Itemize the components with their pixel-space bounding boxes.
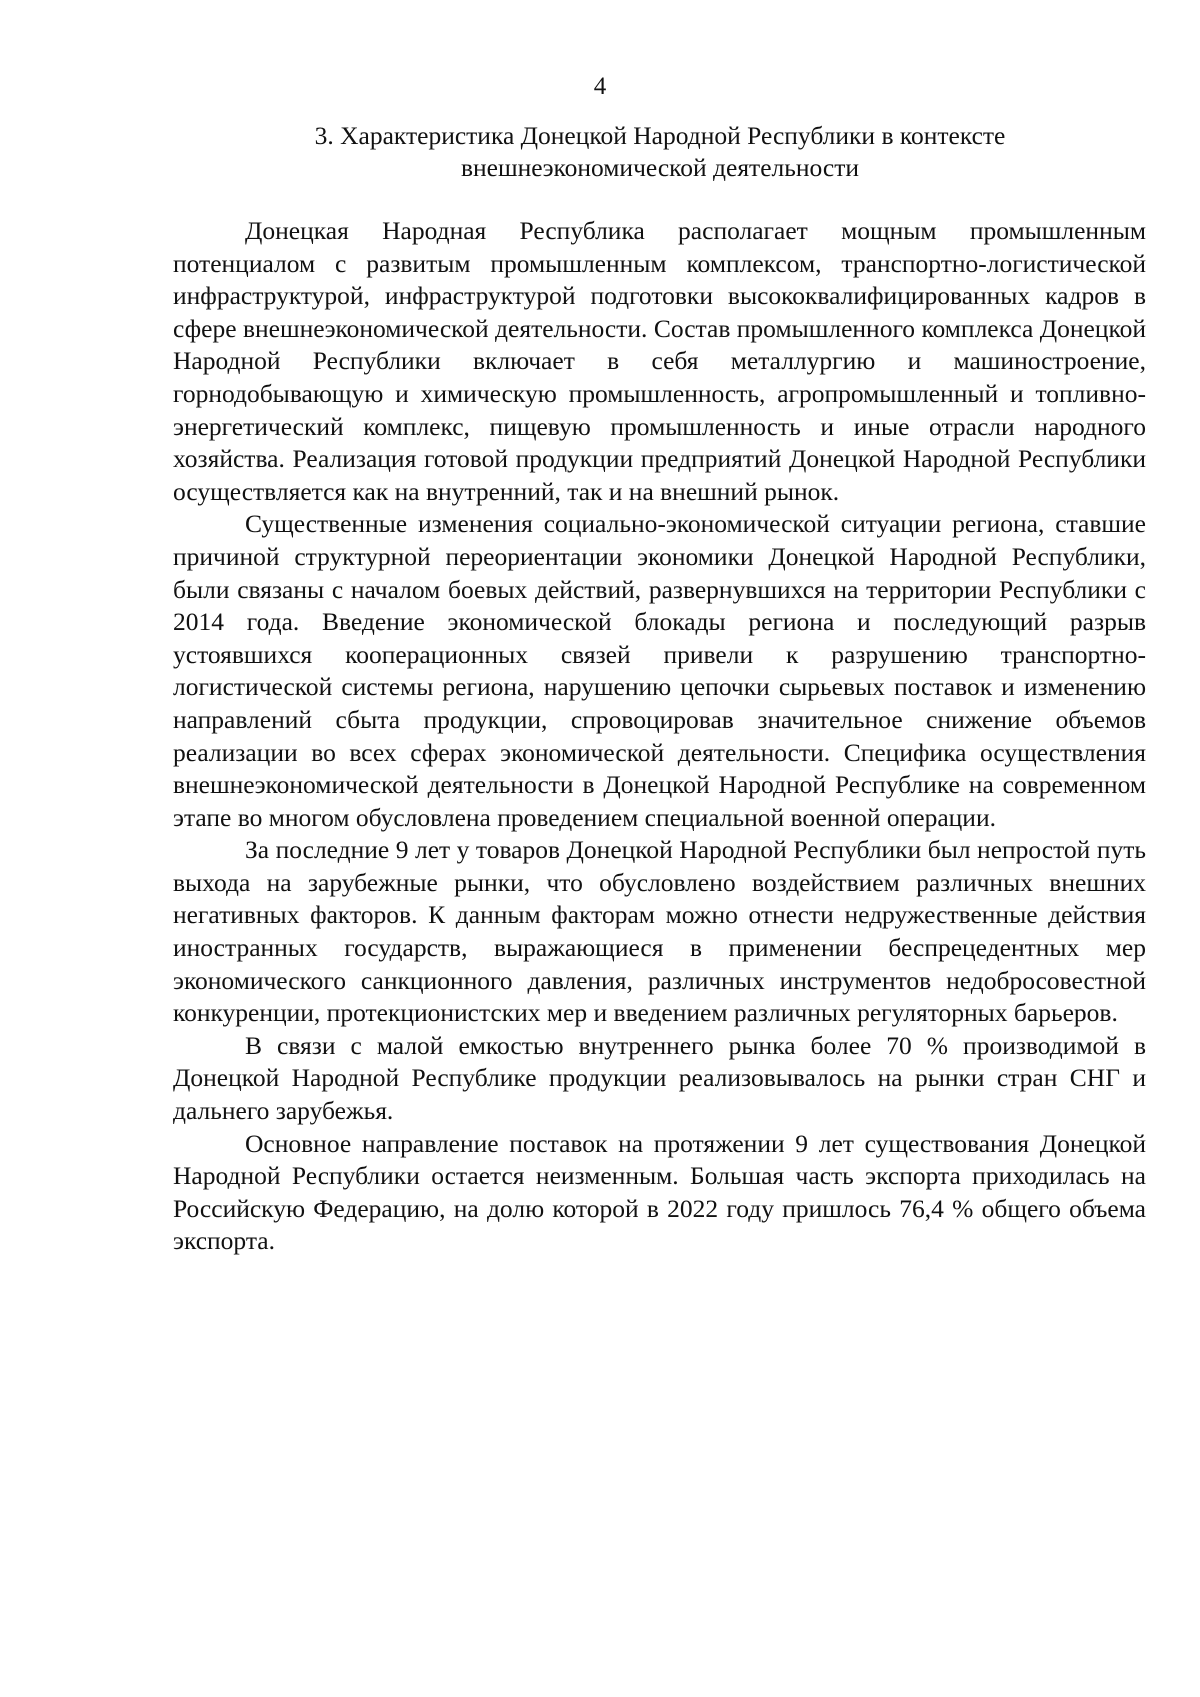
- page-number: 4: [593, 73, 607, 100]
- section-title: [230, 120, 1090, 184]
- document-body: [173, 215, 1146, 1258]
- paragraph-foreign-markets: За последние 9 лет у товаров Донецкой Народной Республики был непростой путь выхода на зарубежные рынки, что обусловлено воздействием различных внешних негативных факторов. К данным факторам можно отнести недружественные действия иностранных государств, выражающиеся в применении беспрецедентных мер экономического санкционного давления, различных инструментов недобросовестной конкуренции, протекционистских мер и введением различных регуляторных барьеров.: [173, 835, 1146, 1028]
- paragraph-domestic-market: В связи с малой емкостью внутреннего рынка более 70 % производимой в Донецкой Народной Республике продукции реализовывалось на рынки стран СНГ и дальнего зарубежья.: [173, 1030, 1146, 1126]
- paragraph-export-direction: Основное направление поставок на протяжении 9 лет существования Донецкой Народной Республики остается неизменным. Большая часть экспорта приходилась на Российскую Федерацию, на долю которой в 2022 году пришлось 76,4 % общего объема экспорта.: [173, 1128, 1146, 1256]
- section-title-line-1: 3. Характеристика Донецкой Народной Республики в контексте: [314, 121, 1006, 150]
- section-title-line-2: внешнеэкономической деятельности: [460, 153, 860, 182]
- paragraph-economic-changes: Существенные изменения социально-экономической ситуации региона, ставшие причиной структурной переориентации экономики Донецкой Народной Республики, были связаны с началом боевых действий, развернувшихся на территории Республики с 2014 года. Введение экономической блокады региона и последующий разрыв устоявшихся кооперационных связей привели к разрушению транспортно-логистической системы региона, нарушению цепочки сырьевых поставок и изменению направлений сбыта продукции, спровоцировав значительное снижение объемов реализации во всех сферах экономической деятельности. Специфика осуществления внешнеэкономической деятельности в Донецкой Народной Республике на современном этапе во многом обусловлена проведением специальной военной операции.: [173, 509, 1146, 832]
- paragraph-industrial-potential: Донецкая Народная Республика располагает мощным промышленным потенциалом с развитым промышленным комплексом, транспортно-логистической инфраструктурой, инфраструктурой подготовки высококвалифицированных кадров в сфере внешнеэкономической деятельности. Состав промышленного комплекса Донецкой Народной Республики включает в себя металлургию и машиностроение, горнодобывающую и химическую промышленность, агропромышленный и топливно-энергетический комплекс, пищевую промышленность и иные отрасли народного хозяйства. Реализация готовой продукции предприятий Донецкой Народной Республики осуществляется как на внутренний, так и на внешний рынок.: [173, 216, 1146, 506]
